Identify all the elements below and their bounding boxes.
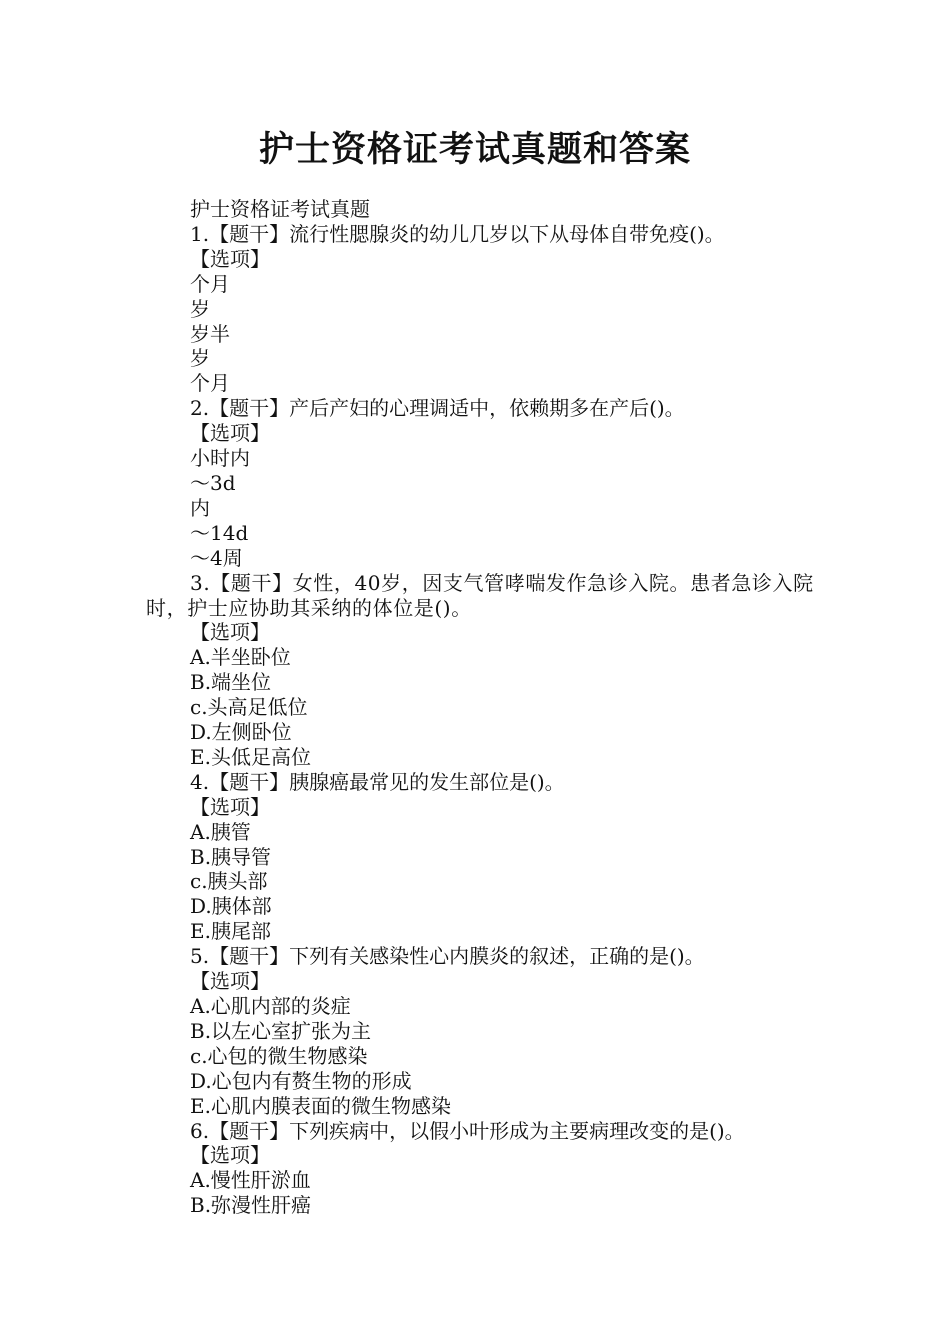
options-label: 【选项】: [190, 246, 270, 271]
option: ～14d: [190, 520, 249, 545]
document-body: [146, 197, 818, 1218]
option: 岁: [190, 296, 210, 321]
option: A.胰管: [190, 819, 251, 844]
option: B.胰导管: [190, 844, 272, 869]
option: D.胰体部: [190, 894, 272, 919]
question-5: [146, 944, 818, 1118]
section-heading: 护士资格证考试真题: [190, 197, 370, 221]
options-label: 【选项】: [190, 794, 270, 819]
option: 内: [190, 495, 210, 520]
option: 小时内: [190, 446, 250, 471]
option: A.心肌内部的炎症: [190, 994, 351, 1018]
option: B.端坐位: [190, 670, 272, 695]
question-1: [146, 222, 818, 396]
option: ～3d: [190, 470, 236, 495]
question-stem: 6.【题干】下列疾病中，以假小叶形成为主要病理改变的是()。: [190, 1118, 745, 1143]
options-label: 【选项】: [190, 620, 270, 645]
option: A.慢性肝淤血: [190, 1168, 311, 1193]
option: B.弥漫性肝癌: [190, 1193, 312, 1218]
question-stem: 2.【题干】产后产妇的心理调适中，依赖期多在产后()。: [190, 396, 685, 421]
option: 个月: [190, 271, 230, 296]
option: c.胰头部: [190, 869, 268, 894]
option: c.心包的微生物感染: [190, 1043, 368, 1068]
question-stem: 1.【题干】流行性腮腺炎的幼儿几岁以下从母体自带免疫()。: [190, 221, 725, 246]
question-2: [146, 396, 818, 570]
document-title: 护士资格证考试真题和答案: [258, 130, 691, 170]
options-label: 【选项】: [190, 421, 270, 446]
option: E.头低足高位: [190, 744, 311, 769]
option: 岁: [190, 346, 210, 371]
option: B.以左心室扩张为主: [190, 1018, 372, 1043]
question-3: [146, 571, 818, 770]
question-stem: 4.【题干】胰腺癌最常见的发生部位是()。: [190, 769, 565, 794]
option: D.心包内有赘生物的形成: [190, 1068, 412, 1093]
option: A.半坐卧位: [190, 645, 291, 670]
option: c.头高足低位: [190, 695, 308, 720]
option: 岁半: [190, 321, 230, 346]
option: ～4周: [190, 545, 243, 570]
question-stem: 3.【题干】女性，40岁，因支气管哮喘发作急诊入院。患者急诊入院时，护士应协助其采纳的体位是()。: [146, 570, 814, 620]
option: 个月: [190, 371, 230, 396]
option: E.胰尾部: [190, 919, 271, 944]
question-4: [146, 770, 818, 944]
options-label: 【选项】: [190, 1143, 270, 1168]
options-label: 【选项】: [190, 969, 270, 994]
question-stem: 5.【题干】下列有关感染性心内膜炎的叙述，正确的是()。: [190, 944, 705, 969]
option: E.心肌内膜表面的微生物感染: [190, 1093, 451, 1118]
question-6: [146, 1119, 818, 1219]
option: D.左侧卧位: [190, 720, 292, 745]
